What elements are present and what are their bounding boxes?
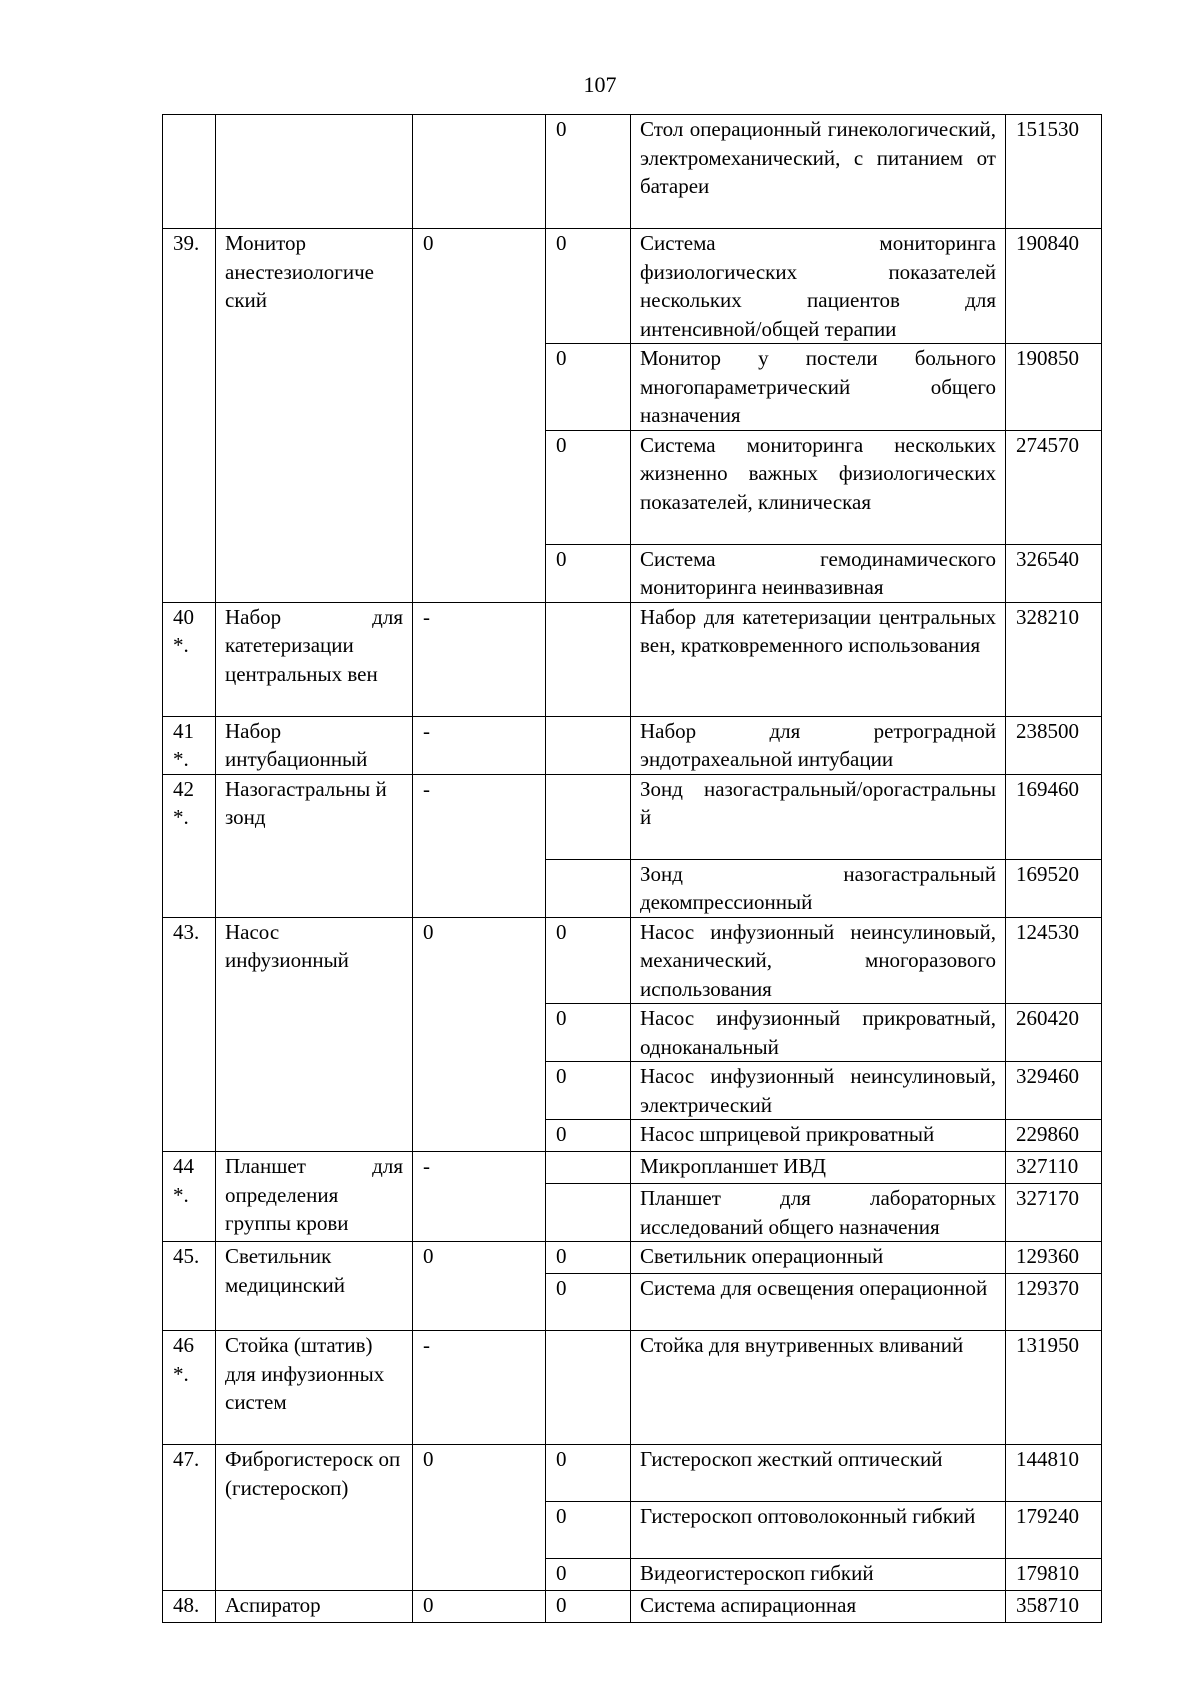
equipment-table <box>162 114 1102 1623</box>
product-name: Зонд назогастральный декомпрессионный <box>631 859 1006 917</box>
indicator-2 <box>546 716 631 774</box>
indicator-2: 0 <box>546 1242 631 1274</box>
product-name: Насос инфузионный неинсулиновый, механический, многоразового использования <box>631 917 1006 1004</box>
product-code: 327170 <box>1006 1184 1102 1242</box>
product-name: Планшет для лабораторных исследований общего назначения <box>631 1184 1006 1242</box>
indicator-1: - <box>413 1331 546 1445</box>
product-code: 179810 <box>1006 1559 1102 1591</box>
indicator-2: 0 <box>546 1502 631 1559</box>
product-name: Микропланшет ИВД <box>631 1152 1006 1184</box>
product-name: Стол операционный гинекологический, электромеханический, с питанием от батареи <box>631 115 1006 229</box>
table-row <box>163 774 1102 859</box>
product-name: Набор для ретроградной эндотрахеальной интубации <box>631 716 1006 774</box>
device-name: Светильник медицинский <box>216 1242 413 1331</box>
device-name: Набор интубационный <box>216 716 413 774</box>
product-code: 238500 <box>1006 716 1102 774</box>
table-row <box>163 716 1102 774</box>
indicator-2: 0 <box>546 229 631 344</box>
device-name: Монитор анестезиологиче ский <box>216 229 413 603</box>
product-code: 329460 <box>1006 1062 1102 1120</box>
indicator-1: - <box>413 602 546 716</box>
product-code: 169460 <box>1006 774 1102 859</box>
device-name: Назогастральны й зонд <box>216 774 413 917</box>
table-row <box>163 917 1102 1004</box>
product-code: 131950 <box>1006 1331 1102 1445</box>
indicator-1: 0 <box>413 1591 546 1623</box>
row-number: 41 *. <box>163 716 216 774</box>
page-number: 107 <box>583 72 617 97</box>
product-code: 129370 <box>1006 1274 1102 1331</box>
product-name: Гистероскоп оптоволоконный гибкий <box>631 1502 1006 1559</box>
product-name: Система мониторинга нескольких жизненно важных физиологических показателей, клиническая <box>631 430 1006 544</box>
row-number: 47. <box>163 1445 216 1591</box>
product-name: Светильник операционный <box>631 1242 1006 1274</box>
indicator-2: 0 <box>546 1559 631 1591</box>
indicator-2 <box>546 859 631 917</box>
table-row <box>163 602 1102 716</box>
indicator-1: 0 <box>413 1242 546 1331</box>
product-code: 328210 <box>1006 602 1102 716</box>
product-code: 260420 <box>1006 1004 1102 1062</box>
product-code: 190850 <box>1006 344 1102 431</box>
device-name: Насос инфузионный <box>216 917 413 1152</box>
product-name: Система для освещения операционной <box>631 1274 1006 1331</box>
indicator-2: 0 <box>546 917 631 1004</box>
product-name: Насос инфузионный прикроватный, одноканальный <box>631 1004 1006 1062</box>
product-code: 124530 <box>1006 917 1102 1004</box>
indicator-2: 0 <box>546 1591 631 1623</box>
row-number: 42 *. <box>163 774 216 917</box>
device-name: Фиброгистероск оп (гистероскоп) <box>216 1445 413 1591</box>
indicator-1: 0 <box>413 229 546 603</box>
indicator-1: 0 <box>413 917 546 1152</box>
product-name: Насос шприцевой прикроватный <box>631 1120 1006 1152</box>
indicator-2: 0 <box>546 344 631 431</box>
product-name: Набор для катетеризации центральных вен, кратковременного использования <box>631 602 1006 716</box>
product-name: Система аспирационная <box>631 1591 1006 1623</box>
indicator-1: - <box>413 774 546 917</box>
indicator-1 <box>413 115 546 229</box>
indicator-2: 0 <box>546 1004 631 1062</box>
product-code: 229860 <box>1006 1120 1102 1152</box>
product-name: Монитор у постели больного многопараметрический общего назначения <box>631 344 1006 431</box>
indicator-1: - <box>413 716 546 774</box>
product-code: 326540 <box>1006 544 1102 602</box>
indicator-2: 0 <box>546 115 631 229</box>
product-name: Насос инфузионный неинсулиновый, электрический <box>631 1062 1006 1120</box>
row-number: 44 *. <box>163 1152 216 1242</box>
row-number: 46 *. <box>163 1331 216 1445</box>
indicator-2: 0 <box>546 1445 631 1502</box>
indicator-2 <box>546 602 631 716</box>
indicator-2: 0 <box>546 430 631 544</box>
product-code: 358710 <box>1006 1591 1102 1623</box>
product-code: 179240 <box>1006 1502 1102 1559</box>
product-name: Стойка для внутривенных вливаний <box>631 1331 1006 1445</box>
device-name: Аспиратор <box>216 1591 413 1623</box>
row-number: 40 *. <box>163 602 216 716</box>
table-row <box>163 1591 1102 1623</box>
table-row <box>163 229 1102 344</box>
product-code: 169520 <box>1006 859 1102 917</box>
device-name: Набор для катетеризации центральных вен <box>216 602 413 716</box>
indicator-2 <box>546 774 631 859</box>
indicator-2 <box>546 1184 631 1242</box>
row-number: 48. <box>163 1591 216 1623</box>
indicator-2: 0 <box>546 1120 631 1152</box>
product-name: Система мониторинга физиологических показателей нескольких пациентов для интенсивной/общей терапии <box>631 229 1006 344</box>
row-number: 45. <box>163 1242 216 1331</box>
indicator-2 <box>546 1331 631 1445</box>
device-name: Планшет для определения группы крови <box>216 1152 413 1242</box>
indicator-2: 0 <box>546 1274 631 1331</box>
table-row <box>163 1242 1102 1274</box>
product-code: 144810 <box>1006 1445 1102 1502</box>
product-name: Гистероскоп жесткий оптический <box>631 1445 1006 1502</box>
product-name: Система гемодинамического мониторинга неинвазивная <box>631 544 1006 602</box>
row-number <box>163 115 216 229</box>
indicator-1: - <box>413 1152 546 1242</box>
device-name: Стойка (штатив) для инфузионных систем <box>216 1331 413 1445</box>
product-code: 190840 <box>1006 229 1102 344</box>
indicator-2: 0 <box>546 544 631 602</box>
row-number: 43. <box>163 917 216 1152</box>
indicator-2 <box>546 1152 631 1184</box>
table-row <box>163 1152 1102 1184</box>
table-row <box>163 115 1102 229</box>
indicator-2: 0 <box>546 1062 631 1120</box>
product-code: 129360 <box>1006 1242 1102 1274</box>
product-name: Зонд назогастральный/орогастральны й <box>631 774 1006 859</box>
row-number: 39. <box>163 229 216 603</box>
product-name: Видеогистероскоп гибкий <box>631 1559 1006 1591</box>
device-name <box>216 115 413 229</box>
product-code: 151530 <box>1006 115 1102 229</box>
indicator-1: 0 <box>413 1445 546 1591</box>
table-row <box>163 1331 1102 1445</box>
product-code: 274570 <box>1006 430 1102 544</box>
table-row <box>163 1445 1102 1502</box>
product-code: 327110 <box>1006 1152 1102 1184</box>
